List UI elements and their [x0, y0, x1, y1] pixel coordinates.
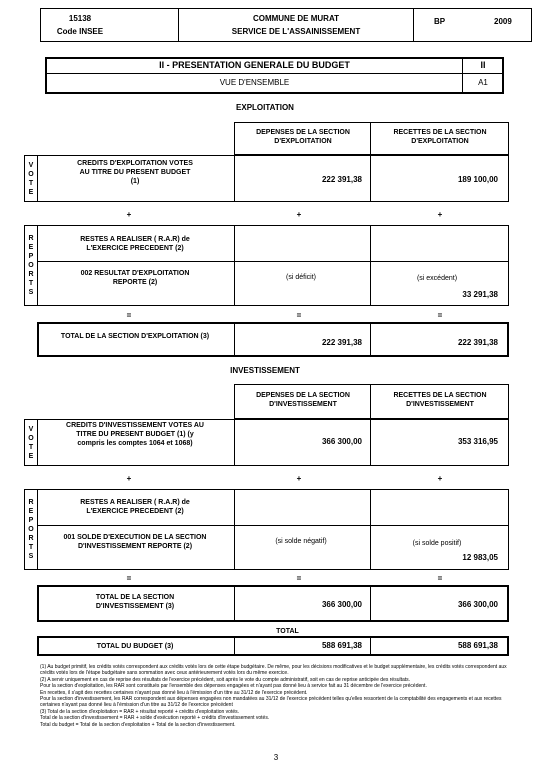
insee-label: Code INSEE	[56, 27, 104, 36]
plus-sign: +	[296, 210, 302, 219]
exploitation-heading: EXPLOITATION	[236, 103, 294, 112]
inv-col-dep: DEPENSES DE LA SECTION D'INVESTISSEMENT	[256, 392, 350, 408]
inv-col-header-vline	[370, 384, 371, 419]
page-number: 3	[273, 753, 279, 762]
letter: P	[28, 253, 34, 260]
letter: R	[28, 499, 34, 506]
footnote: (2) A servir uniquement en cas de reprise des résultats de l'exercice précédent, soit après le vote du compte administratif, soit en cas de reprise anticipée des résultats.	[40, 676, 411, 683]
expl-vote-dep: 222 391,38	[321, 175, 362, 184]
letter: T	[28, 179, 34, 187]
inv-vote-label: CREDITS D'INVESTISSEMENT VOTES AU TITRE DU PRESENT BUDGET (1) (y compris les comptes 1064 et 1068)	[66, 422, 204, 447]
expl-col-rec: RECETTES DE LA SECTION D'EXPLOITATION	[393, 129, 487, 145]
inv-total-rec: 366 300,00	[457, 600, 498, 609]
letter: E	[28, 188, 34, 196]
inv-rar-label: RESTES A REALISER ( R.A.R) de L'EXERCICE PRECEDENT (2)	[80, 499, 190, 515]
equals-sign: =	[437, 574, 443, 583]
inv-total-vline-b	[234, 585, 235, 622]
inv-reports-vline-c	[370, 489, 371, 570]
letter: T	[28, 280, 34, 287]
letter: V	[28, 161, 34, 169]
equals-sign: =	[296, 574, 302, 583]
doc-year: 2009	[494, 17, 512, 26]
expl-total-rec: 222 391,38	[457, 338, 498, 347]
doc-type: BP	[434, 17, 446, 26]
inv-result-dep-note: (si solde négatif)	[275, 538, 327, 545]
footnote: Total du budget = Total de la section d'exploitation + Total de la section d'investissement.	[40, 721, 236, 728]
budget-total-vline-b	[234, 636, 235, 656]
letter: V	[28, 425, 34, 433]
equals-sign: =	[296, 311, 302, 320]
letter: E	[28, 452, 34, 460]
section-subtitle: VUE D'ENSEMBLE	[219, 78, 290, 87]
expl-vote-vline-c	[370, 155, 371, 202]
footnote: (1) Au budget primitif, les crédits votés correspondent aux crédits votés lors de cette étape budgétaire. De même, pour les décisions modificatives et le budget supplémentaire, les crédits votés correspondent aux crédits votés lors de l'étape budgétaire sans sommation avec ceux antérieurement votés lors du même exercice.	[40, 664, 507, 677]
equals-sign: =	[437, 311, 443, 320]
inv-reports-letters	[25, 490, 37, 569]
letter: O	[28, 434, 34, 442]
plus-sign: +	[126, 210, 132, 219]
footnote: En recettes, il s'agit des recettes certaines n'ayant pas donné lieu à l'émission d'un titre au 31/12 de l'exercice précédent.	[40, 689, 308, 696]
expl-vote-vline-a	[37, 155, 38, 202]
footnote: Total de la section d'investissement = RAR + solde d'exécution reporté + crédits d'investissement votés.	[40, 715, 270, 722]
expl-reports-vline-a	[37, 225, 38, 306]
page-code: A1	[478, 78, 488, 87]
inv-reports-vline-b	[234, 489, 235, 570]
inv-result-rec-note: (si solde positif)	[412, 540, 462, 547]
inv-result-rec: 12 983,05	[462, 553, 498, 562]
expl-total-vline-c	[370, 322, 371, 357]
expl-total-dep: 222 391,38	[321, 338, 362, 347]
footnote: Pour la section d'investissement, les RAR correspondent aux dépenses engagées non mandatées au 31/12 de l'exercice précédent telles qu'elles ressortent de la comptabilité des engagements et aux recettes certaines n'ayant pas donné lieu à l'émission d'un titre au 31/12 de l'exercice précédent	[40, 696, 502, 709]
expl-reports-hline	[37, 261, 509, 262]
expl-vote-letters	[25, 156, 37, 201]
equals-sign: =	[126, 311, 132, 320]
expl-result-rec: 33 291,38	[462, 290, 498, 299]
section-number: II	[480, 60, 486, 70]
inv-vote-dep: 366 300,00	[321, 437, 362, 446]
letter: S	[28, 553, 34, 560]
expl-total-label: TOTAL DE LA SECTION D'EXPLOITATION (3)	[60, 333, 210, 340]
expl-vote-rec: 189 100,00	[457, 175, 498, 184]
inv-vote-rec: 353 316,95	[457, 437, 498, 446]
letter: T	[28, 544, 34, 551]
plus-sign: +	[296, 474, 302, 483]
letter: O	[28, 526, 34, 533]
footnote: (3) Total de la section d'exploitation = RAR + résultat reporté + crédits d'exploitation votés.	[40, 708, 240, 715]
inv-reports-hline	[37, 525, 509, 526]
letter: R	[28, 271, 34, 278]
inv-col-rec: RECETTES DE LA SECTION D'INVESTISSEMENT	[393, 392, 487, 408]
insee-number: 15138	[68, 14, 92, 23]
letter: E	[28, 244, 34, 251]
expl-result-label: 002 RESULTAT D'EXPLOITATION REPORTE (2)	[80, 270, 190, 286]
letter: R	[28, 235, 34, 242]
title-hline	[45, 73, 504, 74]
footnotes	[40, 664, 516, 728]
total-heading: TOTAL	[276, 628, 299, 635]
expl-result-rec-note: (si excédent)	[416, 275, 458, 282]
equals-sign: =	[126, 574, 132, 583]
expl-result-dep-note: (si déficit)	[286, 274, 316, 281]
letter: T	[28, 443, 34, 451]
letter: S	[28, 289, 34, 296]
letter: E	[28, 508, 34, 515]
expl-col-header-vline	[370, 122, 371, 155]
expl-vote-label: CREDITS D'EXPLOITATION VOTES AU TITRE DU PRESENT BUDGET (1)	[77, 160, 193, 185]
budget-total-label: TOTAL DU BUDGET (3)	[96, 643, 174, 650]
inv-vote-letters	[25, 420, 37, 465]
letter: O	[28, 262, 34, 269]
header-divider-2	[413, 8, 414, 42]
expl-vote-vline-b	[234, 155, 235, 202]
inv-total-dep: 366 300,00	[321, 600, 362, 609]
inv-reports-vline-a	[37, 489, 38, 570]
letter: O	[28, 170, 34, 178]
expl-col-dep: DEPENSES DE LA SECTION D'EXPLOITATION	[256, 129, 350, 145]
budget-total-rec: 588 691,38	[457, 641, 498, 650]
service-name: SERVICE DE L'ASSAINISSEMENT	[231, 27, 361, 36]
expl-reports-vline-b	[234, 225, 235, 306]
expl-reports-vline-c	[370, 225, 371, 306]
inv-vote-vline-b	[234, 419, 235, 466]
inv-total-label: TOTAL DE LA SECTION D'INVESTISSEMENT (3)	[95, 594, 175, 610]
commune-name: COMMUNE DE MURAT	[252, 14, 340, 23]
budget-total-dep: 588 691,38	[321, 641, 362, 650]
inv-vote-vline-a	[37, 419, 38, 466]
letter: P	[28, 517, 34, 524]
expl-rar-label: RESTES A REALISER ( R.A.R) de L'EXERCICE PRECEDENT (2)	[80, 236, 190, 252]
section-title: II - PRESENTATION GENERALE DU BUDGET	[159, 60, 350, 70]
investissement-heading: INVESTISSEMENT	[230, 366, 300, 375]
expl-reports-letters	[25, 226, 37, 305]
expl-total-vline-b	[234, 322, 235, 357]
plus-sign: +	[437, 474, 443, 483]
plus-sign: +	[437, 210, 443, 219]
footnote: Pour la section d'exploitation, les RAR sont constitués par l'ensemble des dépenses engagées et n'ayant pas donné lieu à service fait au 31 décembre de l'exercice précédent.	[40, 683, 427, 690]
inv-result-label: 001 SOLDE D'EXECUTION DE LA SECTION D'INVESTISSEMENT REPORTE (2)	[63, 534, 207, 550]
budget-total-vline-c	[370, 636, 371, 656]
plus-sign: +	[126, 474, 132, 483]
inv-total-vline-c	[370, 585, 371, 622]
inv-vote-vline-c	[370, 419, 371, 466]
letter: R	[28, 535, 34, 542]
